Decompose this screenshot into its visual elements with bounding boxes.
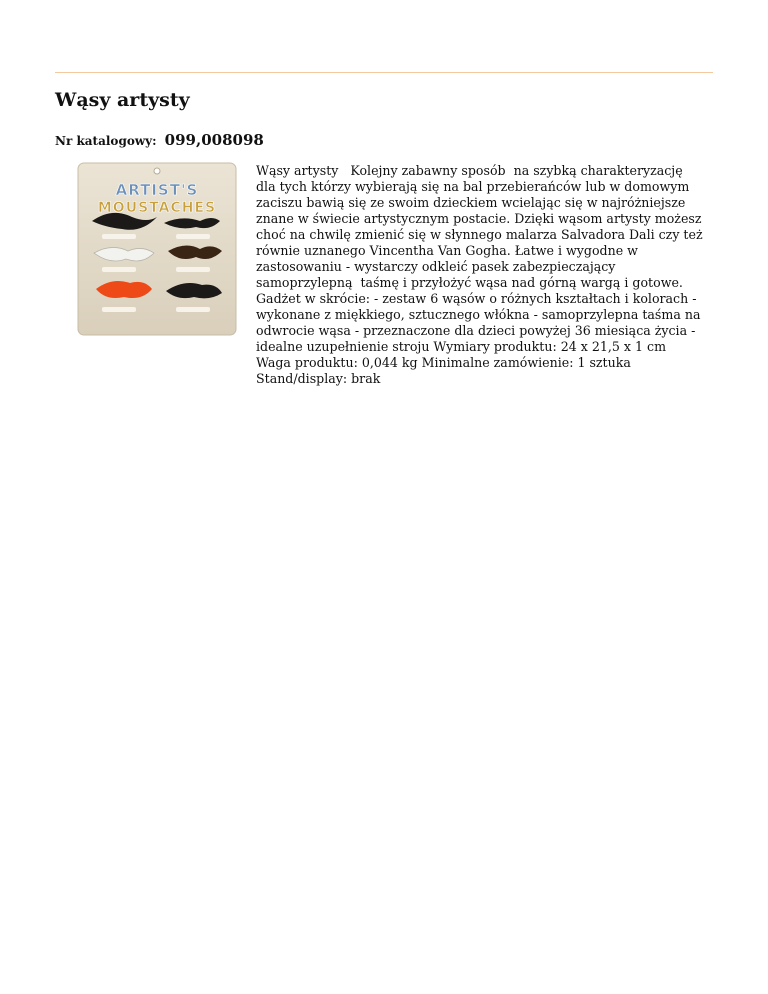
label-tag [102,307,136,312]
hang-hole [154,168,160,174]
label-tag [176,267,210,272]
label-tag [102,234,136,239]
product-description: Wąsy artysty Kolejny zabawny sposób na szybką charakteryzację dla tych którzy wybierają się na bal przebierańców lub w domowym zaciszu bawią się ze swoim dzieckiem wcielając się w najróżniejsze znane w świecie artystycznym postacie. Dzięki wąsom artysty możesz choć na chwilę zmienić się w słynnego malarza Salvadora Dali czy też równie uznanego Vincentha Van Gogha. Łatwe i wygodne w zastosowaniu - wystarczy odkleić pasek zabezpieczający samoprzylepną taśmę i przyłożyć wąsa nad górną wargą i gotowe. Gadżet w skrócie: - zestaw 6 wąsów o różnych kształtach i kolorach - wykonane z miękkiego, sztucznego włókna - samoprzylepna taśma na odwrocie wąsa - przeznaczone dla dzieci powyżej 36 miesiąca życia - idealne uzupełnienie stroju Wymiary produktu: 24 x 21,5 x 1 cm Waga produktu: 0,044 kg Minimalne zamówienie: 1 sztuka Stand/display: brak [256,163,703,386]
header-divider [55,72,713,73]
package-title-line1: ARTIST'S [115,181,199,199]
label-tag [102,267,136,272]
product-title: Wąsy artysty [55,89,190,111]
label-tag [176,234,210,239]
moustache-package-illustration [72,157,242,340]
label-tag [176,307,210,312]
product-image [72,157,242,340]
catalog-number: 099,008098 [164,131,264,149]
package-title-line2: MOUSTACHES [97,200,217,216]
catalog-number-row [55,130,264,149]
catalog-label: Nr katalogowy: [55,134,157,148]
